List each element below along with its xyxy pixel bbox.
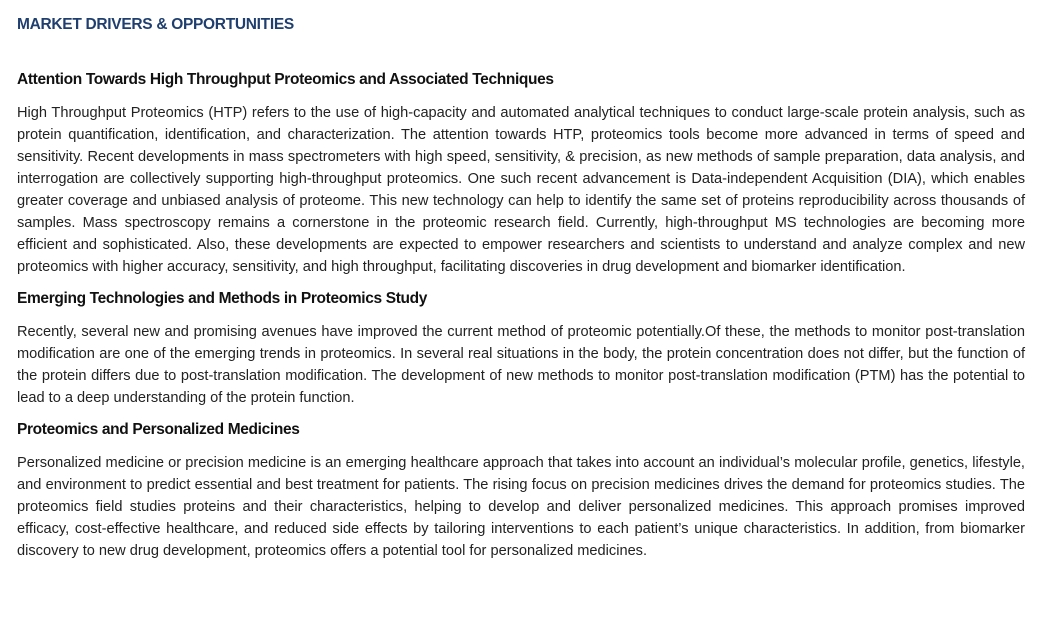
subsection-heading: Proteomics and Personalized Medicines [17,421,300,438]
subsection-personalized-medicines [17,419,1025,562]
subsection-paragraph: High Throughput Proteomics (HTP) refers to the use of high-capacity and automated analytical techniques to conduct large-scale protein analysis, such as protein quantification, identification, and characterization. The attention towards HTP, proteomics tools become more advanced in terms of speed and sensitivity. Recent developments in mass spectrometers with high speed, sensitivity, & precision, as new methods of sample preparation, data analysis, and interrogation are collectively supporting high-throughput proteomics. One such recent advancement is Data-independent Acquisition (DIA), which enables greater coverage and unbiased analysis of proteome. This new technology can help to identify the same set of proteins reproducibility across thousands of samples. Mass spectroscopy remains a cornerstone in the proteomic research field. Currently, high-throughput MS technologies are becoming more efficient and sophisticated. Also, these developments are expected to empower researchers and scientists to understand and analyze complex and new proteomics with higher accuracy, sensitivity, and high throughput, facilitating discoveries in drug development and biomarker identification. [17,105,1025,275]
subsection-heading: Attention Towards High Throughput Proteomics and Associated Techniques [17,71,554,88]
subsection-paragraph: Recently, several new and promising avenues have improved the current method of proteomic potentially.Of these, the methods to monitor post-translation modification are one of the emerging trends in proteomics. In several real situations in the body, the protein concentration does not differ, but the function of the protein differs due to post-translation modification. The development of new methods to monitor post-translation modification (PTM) has the potential to lead to a deep understanding of the protein function. [17,324,1025,406]
subsection-htp [17,69,1025,278]
subsection-paragraph: Personalized medicine or precision medicine is an emerging healthcare approach that takes into account an individual’s molecular profile, genetics, lifestyle, and environment to predict essential and best treatment for patients. The rising focus on precision medicines drives the demand for proteomics studies. The proteomics field studies proteins and their characteristics, helping to develop and deliver personalized medicines. This approach promises improved efficacy, cost-effective healthcare, and reduced side effects by tailoring interventions to each patient’s unique characteristics. In addition, from biomarker discovery to new drug development, proteomics offers a potential tool for personalized medicines. [17,455,1025,559]
subsection-heading: Emerging Technologies and Methods in Proteomics Study [17,290,428,307]
subsection-emerging-technologies [17,288,1025,409]
section-title: MARKET DRIVERS & OPPORTUNITIES [17,16,294,33]
